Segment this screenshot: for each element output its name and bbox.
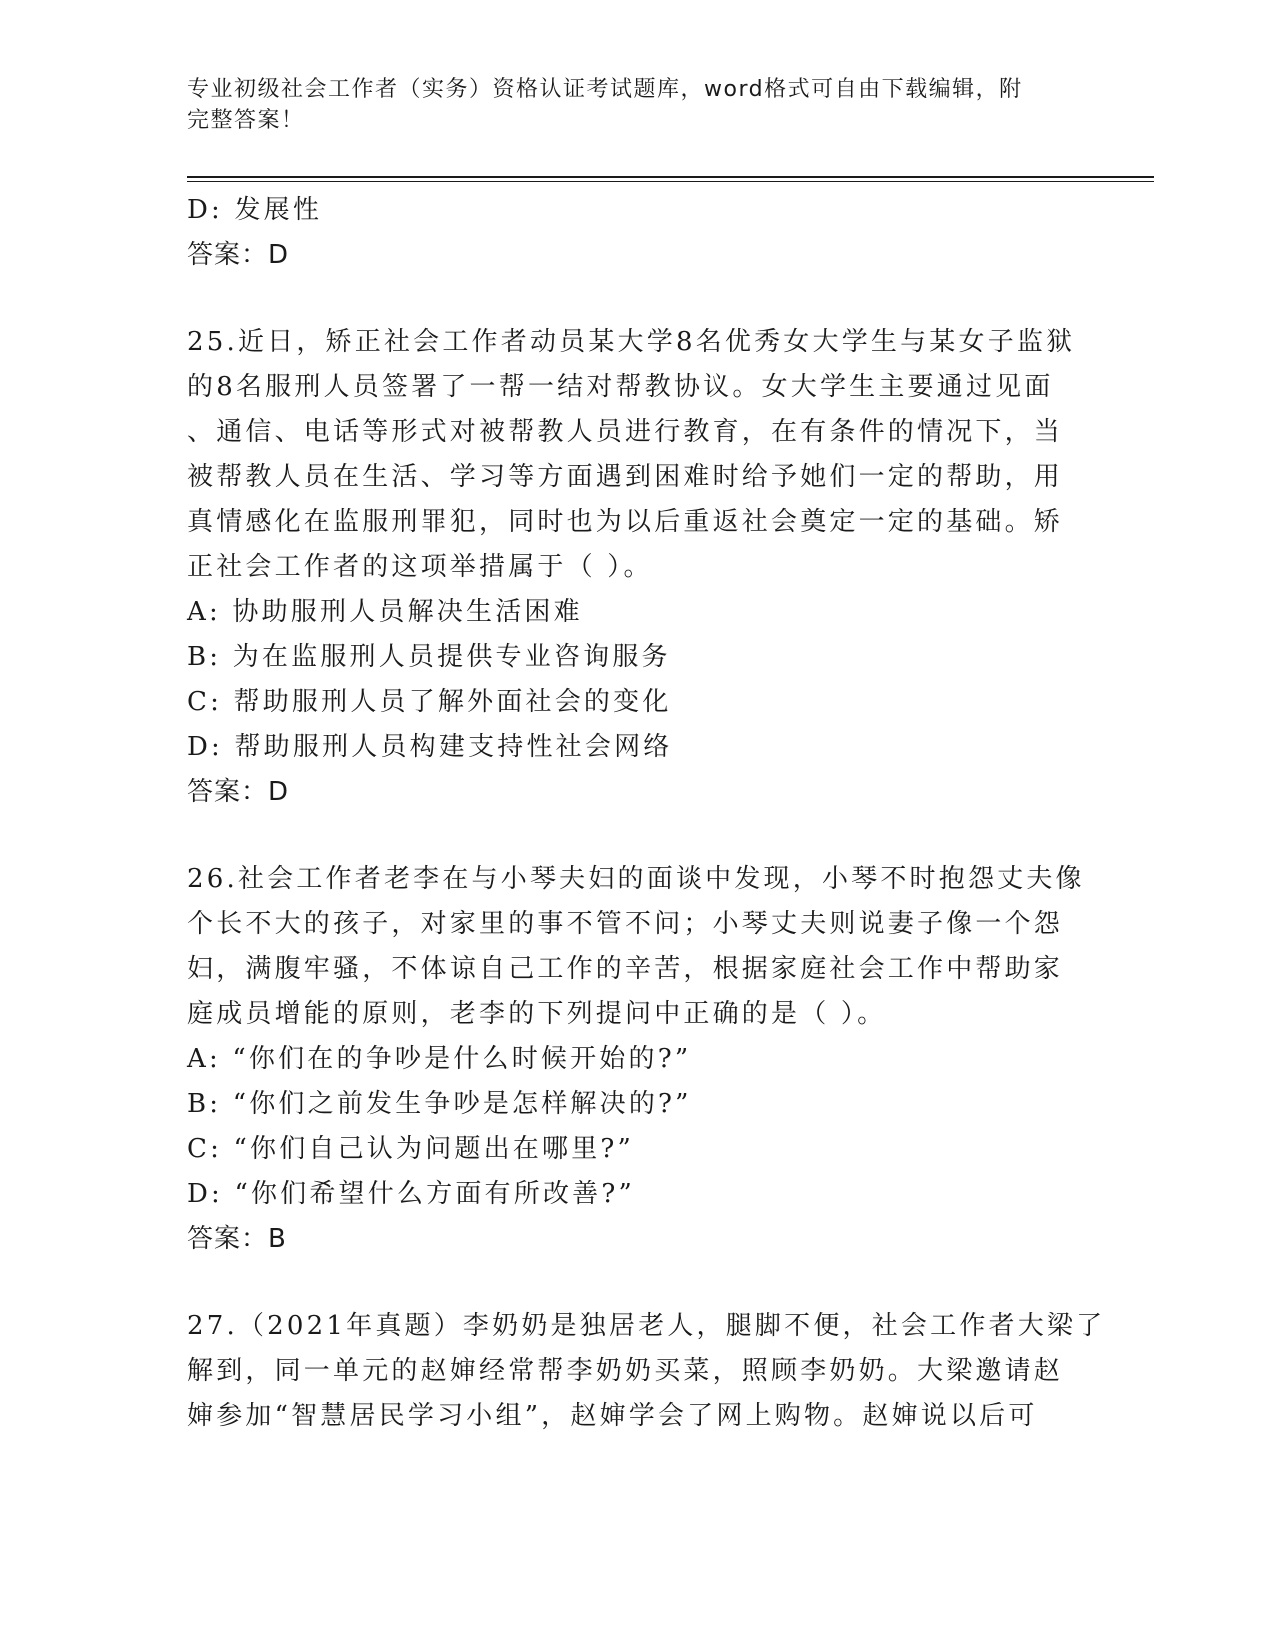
page-header [187, 74, 1067, 136]
answer-line: 答案：D [187, 777, 290, 807]
question-text-line: 26.社会工作者老李在与小琴夫妇的面谈中发现，小琴不时抱怨丈夫像 [187, 864, 1085, 894]
question-26 [187, 857, 1085, 1262]
header-line: 专业初级社会工作者（实务）资格认证考试题库，word格式可自由下载编辑，附 [187, 77, 1023, 102]
header-divider [187, 176, 1154, 178]
option-c: C: “你们自己认为问题出在哪里?” [187, 1134, 635, 1164]
header-divider-thin [187, 181, 1154, 182]
question-text-line: 被帮教人员在生活、学习等方面遇到困难时给予她们一定的帮助，用 [187, 462, 1064, 492]
option-b: B: “你们之前发生争吵是怎样解决的?” [187, 1089, 692, 1119]
question-text-line: 正社会工作者的这项举措属于（ ）。 [187, 552, 653, 582]
question-text-line: 真情感化在监服刑罪犯，同时也为以后重返社会奠定一定的基础。矫 [187, 507, 1064, 537]
option-d: D: 发展性 [187, 195, 323, 225]
question-text-line: 解到，同一单元的赵婶经常帮李奶奶买菜，照顾李奶奶。大梁邀请赵 [187, 1356, 1064, 1386]
option-d: D: “你们希望什么方面有所改善?” [187, 1179, 635, 1209]
option-c: C: 帮助服刑人员了解外面社会的变化 [187, 687, 672, 717]
question-27 [187, 1304, 1106, 1439]
option-a: A: “你们在的争吵是什么时候开始的?” [187, 1044, 692, 1074]
option-a: A: 协助服刑人员解决生活困难 [187, 597, 583, 627]
question-text-line: 、通信、电话等形式对被帮教人员进行教育，在有条件的情况下，当 [187, 417, 1064, 447]
header-line: 完整答案！ [187, 108, 305, 133]
option-b: B: 为在监服刑人员提供专业咨询服务 [187, 642, 671, 672]
option-d: D: 帮助服刑人员构建支持性社会网络 [187, 732, 673, 762]
answer-line: 答案：B [187, 1224, 287, 1254]
question-text-line: 婶参加“智慧居民学习小组”，赵婶学会了网上购物。赵婶说以后可 [187, 1401, 1038, 1431]
question-text-line: 25.近日，矫正社会工作者动员某大学8名优秀女大学生与某女子监狱 [187, 327, 1076, 357]
answer-line: 答案：D [187, 240, 290, 270]
question-text-line: 27.（2021年真题）李奶奶是独居老人，腿脚不便，社会工作者大梁了 [187, 1311, 1106, 1341]
question-25 [187, 320, 1077, 815]
question-text-line: 的8名服刑人员签署了一帮一结对帮教协议。女大学生主要通过见面 [187, 372, 1054, 402]
question-content [187, 188, 1106, 1439]
question-text-line: 个长不大的孩子，对家里的事不管不问；小琴丈夫则说妻子像一个怨 [187, 909, 1064, 939]
question-text-line: 庭成员增能的原则，老李的下列提问中正确的是（ ）。 [187, 999, 887, 1029]
question-text-line: 妇，满腹牢骚，不体谅自己工作的辛苦，根据家庭社会工作中帮助家 [187, 954, 1064, 984]
